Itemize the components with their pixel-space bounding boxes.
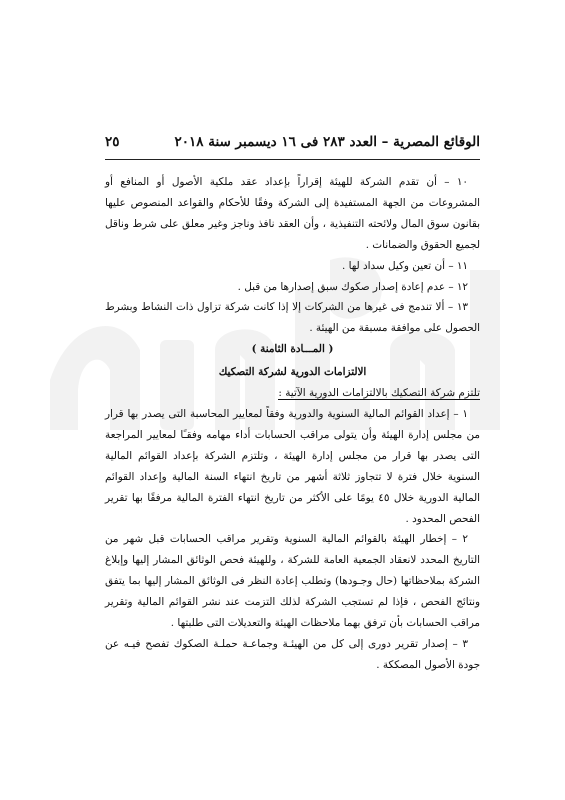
paragraph-item-10: ١٠ – أن تقدم الشركة للهيئة إقراراً بإعداد عقد ملكية الأصول أو المنافع أو المشروعات من الجهة المستفيدة إلى الشركة وفقًا للأحكام والقواعد المنصوص عليها بقانون سوق المال ولائحته التنفيذية ، وأن العقد نافذ وناجز وغير معلق على شرط وناقل لجميع الحقوق والضمانات . [105, 176, 480, 251]
article-intro [105, 383, 480, 404]
obligation-item-1: ١ – إعداد القوائم المالية السنوية والدورية وفقاً لمعايير المحاسبة التى يصدر بها قرار من مجلس إدارة الهيئة وأن يتولى مراقب الحسابات أداء مهامه وفقـًا لمعايير المراجعة التى يصدر بها قرار من مجلس إدارة الهيئة ، وتلتزم الشركة بإعداد القوائم المالية السنوية خلال فترة لا تتجاوز ثلاثة أشهر من تاريخ انتهاء السنة المالية وإعداد القوائم المالية الدورية خلال ٤٥ يومًا على الأكثر من تاريخ انتهاء الفترة المالية مرفقًا بها تقرير الفحص المحدود . [105, 407, 481, 525]
paragraph-item-11: ١١ – أن تعين وكيل سداد لها . [341, 259, 468, 272]
document-body [105, 172, 480, 676]
header-divider [105, 159, 480, 160]
page-header [105, 134, 480, 156]
paragraph-item-13: ١٣ – ألا تندمج فى غيرها من الشركات إلا إذا كانت شركة تزاول ذات النشاط وبشرط الحصول على موافقة مسبقة من الهيئة . [105, 301, 480, 335]
obligation-item-2: ٢ – إخطار الهيئة بالقوائم المالية السنوية وتقرير مراقب الحسابات قبل شهر من التاريخ المحدد لانعقاد الجمعية العامة للشركة ، وللهيئة فحص الوثائق المشار إليها وإبلاغ الشركة بملاحظاتها (حال وجـودها) وتطلب إعادة النظر فى الوثائق المشار إليها بما يتفق ونتائج الفحص ، فإذا لم تستجب الشركة لذلك التزمت عند نشر القوائم المالية وتقرير مراقب الحسابات بأن ترفق بهما ملاحظات الهيئة والتعديلات التى طلبتها . [105, 533, 480, 630]
paragraph-item-12: ١٢ – عدم إعادة إصدار صكوك سبق إصدارها من قبل . [237, 280, 468, 293]
obligation-item-3: ٣ – إصدار تقرير دورى إلى كل من الهيئـة وجماعـة حملـة الصكوك تفصح فيـه عن جودة الأصول المصككة . [105, 637, 480, 671]
article-heading: ( المـــادة الثامنة ) [251, 343, 334, 356]
article-title: الالتزامات الدورية لشركة التصكيك [218, 366, 367, 379]
article-intro-text: تلتزم شركة التصكيك بالالتزامات الدورية الآتية : [278, 387, 480, 400]
page-number: ٢٥ [105, 134, 120, 150]
gazette-title: الوقائع المصرية – العدد ٢٨٣ فى ١٦ ديسمبر سنة ٢٠١٨ [174, 134, 480, 150]
